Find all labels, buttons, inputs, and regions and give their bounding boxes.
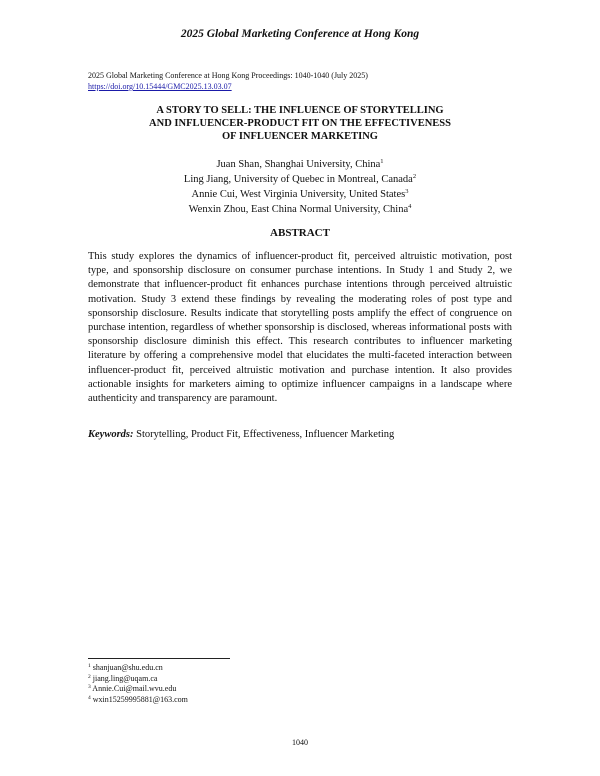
footnote-email: shanjuan@shu.edu.cn (90, 663, 163, 672)
footnote-mark: 3 (88, 684, 91, 690)
footnote-email: Annie.Cui@mail.wvu.edu (90, 684, 177, 693)
paper-title (88, 104, 512, 143)
abstract-heading: ABSTRACT (270, 227, 330, 239)
keywords (88, 429, 512, 440)
footnote-mark: 3 (405, 188, 409, 195)
footnote-mark: 4 (408, 203, 412, 210)
author-text: Ling Jiang, University of Quebec in Montreal, Canada (183, 174, 413, 185)
footnote-mark: 2 (412, 173, 417, 180)
footnote-email: jiang.ling@uqam.ca (90, 673, 158, 683)
footnote (88, 663, 188, 674)
title-line: AND INFLUENCER-PRODUCT FIT ON THE EFFECTIVENESS (149, 118, 451, 129)
running-header: 2025 Global Marketing Conference at Hong Kong (180, 28, 420, 40)
author-line (88, 172, 512, 187)
title-line: A STORY TO SELL: THE INFLUENCE OF STORYTELLING (156, 105, 444, 116)
footnote (88, 684, 188, 695)
footnote-divider (88, 658, 230, 659)
author-line (88, 202, 512, 217)
footnote (88, 674, 188, 685)
footnote-mark: 4 (88, 694, 91, 701)
footnotes (88, 663, 188, 705)
author-text: Juan Shan, Shanghai University, China (216, 159, 381, 170)
author-text: Wenxin Zhou, East China Normal University, China (188, 204, 409, 215)
proceedings-citation: 2025 Global Marketing Conference at Hong Kong Proceedings: 1040-1040 (July 2025) (88, 71, 368, 80)
keywords-label: Keywords: (88, 429, 134, 440)
author-line (88, 157, 512, 172)
keywords-text: Storytelling, Product Fit, Effectiveness, Influencer Marketing (133, 429, 395, 440)
footnote-mark: 2 (88, 673, 91, 680)
proceedings-info (88, 70, 368, 92)
footnote-mark: 1 (88, 663, 91, 669)
author-line (88, 187, 512, 202)
title-line: OF INFLUENCER MARKETING (222, 131, 378, 142)
footnote-email: wxin15259995881@163.com (90, 694, 188, 704)
author-text: Annie Cui, West Virginia University, United States (191, 189, 406, 200)
abstract-body: This study explores the dynamics of influencer-product fit, perceived altruistic motivation, post type, and sponsorship disclosure on consumer purchase intentions. In Study 1 and Study 2, we demonstrate that influencer-product fit enhances purchase intentions through perceived altruistic motivation. Study 3 extend these findings by revealing the moderating roles of post type and sponsorship disclosure. Results indicate that storytelling posts amplify the effect of congruence on purchase intention, regardless of whether sponsorship is disclosed, whereas informational posts with sponsorship disclosure diminish this effect. This research contributes to influencer marketing literature by offering a comprehensive model that elucidates the multi-faceted interaction between influencer-product fit, perceived altruistic motivation and purchase intention. It also provides actionable insights for marketers aiming to optimize influencer campaigns in a landscape where authenticity and transparency are paramount. (88, 251, 512, 405)
doi-link[interactable]: https://doi.org/10.15444/GMC2025.13.03.07 (88, 82, 232, 91)
author-list (88, 157, 512, 217)
footnote (88, 695, 188, 706)
footnote-mark: 1 (380, 158, 384, 165)
page-number: 1040 (292, 738, 308, 747)
